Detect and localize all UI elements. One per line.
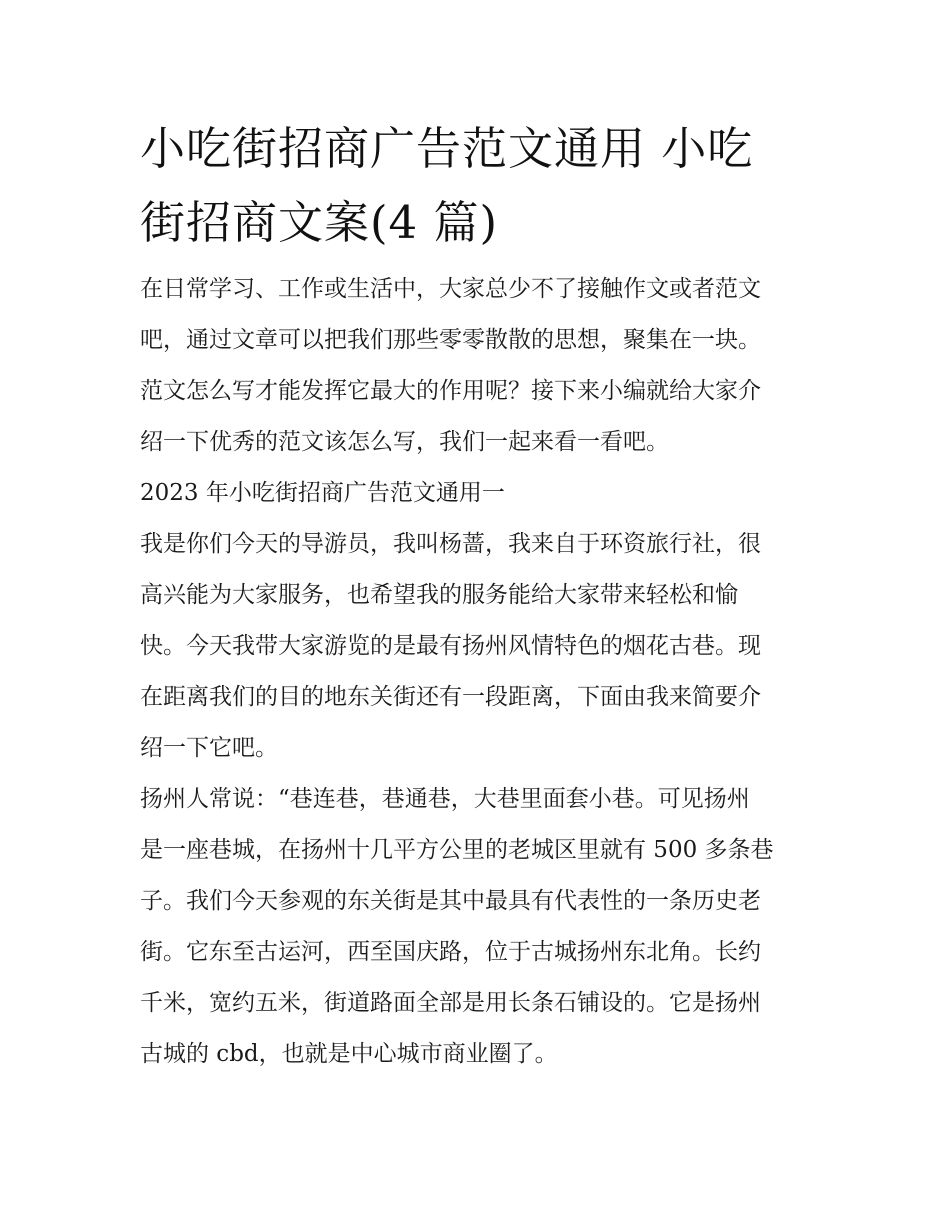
text-line: 扬州人常说：“巷连巷，巷通巷，大巷里面套小巷。可见扬州 — [140, 786, 750, 812]
text-line: 吧，通过文章可以把我们那些零零散散的思想，聚集在一块。 — [140, 327, 761, 353]
text-line: 绍一下优秀的范文该怎么写，我们一起来看一看吧。 — [140, 429, 669, 455]
text-line: 绍一下它吧。 — [140, 735, 278, 761]
text-line: 古城的 cbd，也就是中心城市商业圈了。 — [140, 1041, 558, 1067]
intro-paragraph — [140, 270, 820, 461]
text-line: 街。它东至古运河，西至国庆路，位于古城扬州东北角。长约 — [140, 939, 761, 965]
text-line: 在距离我们的目的地东关街还有一段距离，下面由我来简要介 — [140, 684, 761, 710]
text-line: 我是你们今天的导游员，我叫杨蔷，我来自于环资旅行社，很 — [140, 531, 761, 557]
text-line: 子。我们今天参观的东关街是其中最具有代表性的一条历史老 — [140, 888, 761, 914]
title-line: 街招商文案(4 篇) — [140, 196, 499, 249]
title-line: 小吃街招商广告范文通用 小吃 — [140, 122, 754, 175]
document-body — [140, 112, 820, 1086]
text-line: 高兴能为大家服务，也希望我的服务能给大家带来轻松和愉 — [140, 582, 738, 608]
section-heading — [140, 474, 820, 512]
text-line: 快。今天我带大家游览的是最有扬州风情特色的烟花古巷。现 — [140, 633, 761, 659]
guide-intro-paragraph — [140, 525, 820, 767]
text-line: 是一座巷城，在扬州十几平方公里的老城区里就有 500 多条巷 — [140, 837, 774, 863]
document-title — [140, 112, 820, 260]
dongguan-street-paragraph — [140, 780, 820, 1073]
text-line: 2023 年小吃街招商广告范文通用一 — [140, 480, 505, 506]
text-line: 在日常学习、工作或生活中，大家总少不了接触作文或者范文 — [140, 276, 761, 302]
text-line: 范文怎么写才能发挥它最大的作用呢？接下来小编就给大家介 — [140, 378, 761, 404]
text-line: 千米，宽约五米，街道路面全部是用长条石铺设的。它是扬州 — [140, 990, 761, 1016]
